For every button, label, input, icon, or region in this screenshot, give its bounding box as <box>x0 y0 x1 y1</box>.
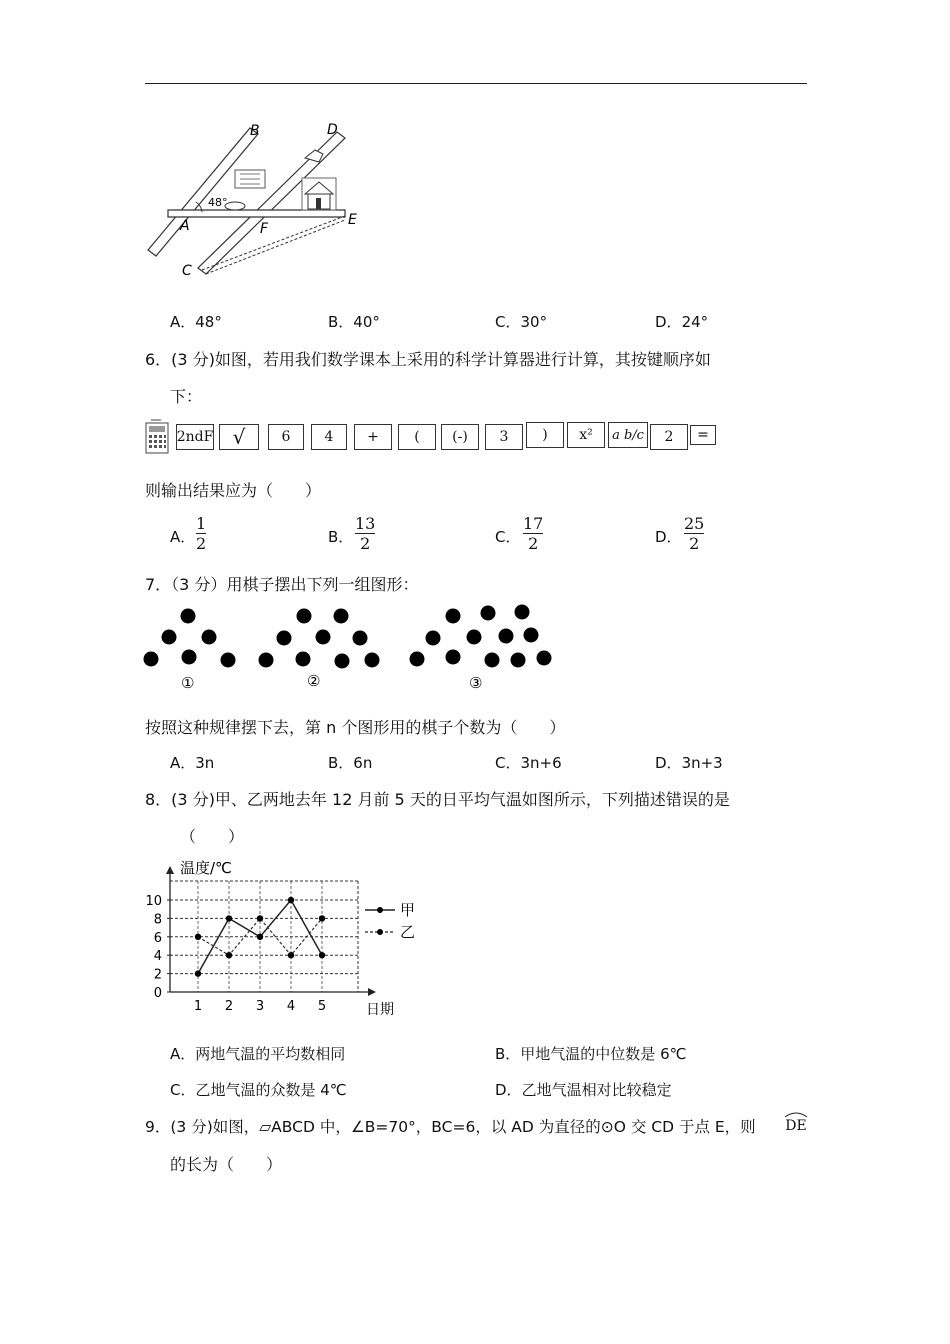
option-letter: C． <box>170 1081 196 1099</box>
option-letter: B． <box>495 1045 521 1063</box>
q7-option-a[interactable] <box>170 752 214 773</box>
q8-option-c[interactable] <box>170 1079 347 1100</box>
option-text: 3n+6 <box>520 754 562 772</box>
x-axis-arrow-icon <box>368 988 376 996</box>
q8-option-b[interactable] <box>495 1043 686 1064</box>
q6-option-d-letter[interactable]: D． <box>655 528 682 546</box>
q5-option-c[interactable] <box>495 311 547 332</box>
q5-option-d[interactable] <box>655 311 708 332</box>
option-text: 30° <box>520 313 548 331</box>
data-point-2 <box>195 934 201 940</box>
numerator: 1 <box>196 514 207 533</box>
denominator: 2 <box>360 534 371 553</box>
option-text: 48° <box>195 313 222 331</box>
q8-option-d[interactable] <box>495 1079 672 1100</box>
denominator: 2 <box>196 534 207 553</box>
data-point-2 <box>257 915 263 921</box>
chart-ticks <box>145 894 326 1014</box>
option-text: 甲地气温的中位数是 6℃ <box>520 1045 687 1063</box>
pattern-3 <box>410 605 552 668</box>
q6-option-b-letter[interactable]: B． <box>328 528 354 546</box>
q7-option-c[interactable] <box>495 752 562 773</box>
key-2ndf: 2ndF <box>176 424 214 450</box>
chart-xlabel: 日期 <box>366 1002 394 1018</box>
label-C: C <box>182 263 192 279</box>
option-text: 24° <box>681 313 709 331</box>
denominator: 2 <box>528 534 539 553</box>
numerator: 25 <box>684 514 705 533</box>
option-text: 3n+3 <box>681 754 723 772</box>
y-tick-label: 0 <box>153 986 162 1001</box>
angle-label: 48° <box>208 196 228 209</box>
y-tick-label: 6 <box>153 930 162 946</box>
option-letter: B． <box>328 754 354 772</box>
option-text: 乙地气温的众数是 4℃ <box>195 1081 347 1099</box>
key-plus: + <box>354 424 392 450</box>
header-rule <box>145 83 807 84</box>
key-6: 6 <box>268 424 304 450</box>
key-fraction: a b/c <box>608 422 648 448</box>
key-3: 3 <box>485 424 523 450</box>
legend-series-2: 乙 <box>400 923 416 941</box>
x-tick-label: 3 <box>255 999 265 1014</box>
q9-stem-line2: 的长为（ ） <box>170 1155 283 1174</box>
data-point-1 <box>226 915 232 921</box>
data-point-2 <box>226 952 232 958</box>
option-text: 两地气温的平均数相同 <box>195 1045 346 1063</box>
q8-option-a[interactable] <box>170 1043 345 1064</box>
q6-option-a-fraction <box>196 515 206 552</box>
option-letter: A． <box>170 313 196 331</box>
x-tick-label: 1 <box>193 999 203 1014</box>
legend-series-1: 甲 <box>400 901 416 919</box>
label-E: E <box>348 212 357 228</box>
key-2: 2 <box>650 424 688 450</box>
data-point-2 <box>288 952 294 958</box>
option-letter: D． <box>655 313 682 331</box>
q7-option-b[interactable] <box>328 752 372 773</box>
pattern-2 <box>259 609 380 669</box>
q8-temperature-chart <box>140 852 440 1022</box>
q6-option-c-fraction <box>523 515 543 552</box>
figure-label-1: ① <box>181 674 195 692</box>
key-close-paren: ) <box>526 422 564 448</box>
denominator: 2 <box>689 534 700 553</box>
pattern-1 <box>144 609 236 668</box>
key-equals: = <box>690 425 716 445</box>
label-F: F <box>260 221 269 237</box>
y-tick-label: 2 <box>153 967 162 983</box>
q6-stem-line1: 6．(3 分)如图，若用我们数学课本上采用的科学计算器进行计算，其按键顺序如 <box>145 350 711 369</box>
data-point-1 <box>195 970 201 976</box>
q8-stem-line1: 8．(3 分)甲、乙两地去年 12 月前 5 天的日平均气温如图所示，下列描述错误的是 <box>145 790 730 809</box>
q6-stem-line2: 下： <box>170 387 203 406</box>
y-tick-label: 10 <box>145 894 162 909</box>
q7-option-d[interactable] <box>655 752 723 773</box>
figure-label-2: ② <box>307 672 321 690</box>
q7-pattern-figure <box>140 600 560 700</box>
figure-label-3: ③ <box>469 674 483 692</box>
data-point-1 <box>257 934 263 940</box>
option-text: 3n <box>195 754 215 772</box>
chart-ylabel: 温度/℃ <box>180 859 232 877</box>
numerator: 13 <box>355 514 376 533</box>
label-D: D <box>327 122 338 138</box>
data-point-1 <box>288 897 294 903</box>
x-tick-label: 5 <box>317 999 327 1014</box>
x-tick-label: 4 <box>286 999 296 1014</box>
q6-question: 则输出结果应为（ ） <box>145 481 322 500</box>
option-letter: A． <box>170 754 196 772</box>
q9-stem-line1: 9．(3 分)如图，▱ABCD 中，∠B=70°，BC=6，以 AD 为直径的⊙O 交 CD 于点 E，则 <box>145 1118 756 1136</box>
arc-label: DE <box>785 1118 807 1134</box>
option-letter: D． <box>495 1081 522 1099</box>
q6-option-a-letter[interactable]: A． <box>170 528 196 546</box>
key-sqrt: √ <box>219 424 259 450</box>
option-letter: D． <box>655 754 682 772</box>
calculator-icon <box>145 419 171 455</box>
label-B: B <box>250 123 260 139</box>
chart-legend <box>365 901 415 941</box>
key-4: 4 <box>311 424 347 450</box>
label-A: A <box>180 218 190 234</box>
key-x-squared: x² <box>567 422 605 448</box>
numerator: 17 <box>523 514 544 533</box>
y-tick-label: 4 <box>153 949 162 965</box>
q5-option-a[interactable] <box>170 311 222 332</box>
option-text: 40° <box>353 313 380 331</box>
option-text: 6n <box>353 754 373 772</box>
q5-parallel-lines-figure <box>140 118 380 283</box>
data-point-1 <box>319 952 325 958</box>
option-letter: A． <box>170 1045 196 1063</box>
option-text: 乙地气温相对比较稳定 <box>521 1081 672 1099</box>
option-letter: C． <box>495 313 521 331</box>
key-negative: (-) <box>441 424 479 450</box>
q6-option-d-fraction <box>684 515 704 552</box>
q8-stem-line2: （ ） <box>180 827 245 846</box>
x-tick-label: 2 <box>224 999 234 1014</box>
q7-stem: 7．（3 分）用棋子摆出下列一组图形： <box>145 575 419 594</box>
q7-question: 按照这种规律摆下去，第 n 个图形用的棋子个数为（ ） <box>145 718 566 737</box>
q6-option-c-letter[interactable]: C． <box>495 528 521 546</box>
key-open-paren: ( <box>398 424 436 450</box>
arc-icon <box>784 1111 808 1118</box>
q6-option-b-fraction <box>355 515 375 552</box>
option-letter: C． <box>495 754 521 772</box>
data-point-2 <box>319 915 325 921</box>
y-axis-arrow-icon <box>166 866 174 874</box>
y-tick-label: 8 <box>153 912 162 928</box>
option-letter: B． <box>328 313 354 331</box>
q9-arc-notation <box>784 1111 808 1134</box>
q5-option-b[interactable] <box>328 311 380 332</box>
